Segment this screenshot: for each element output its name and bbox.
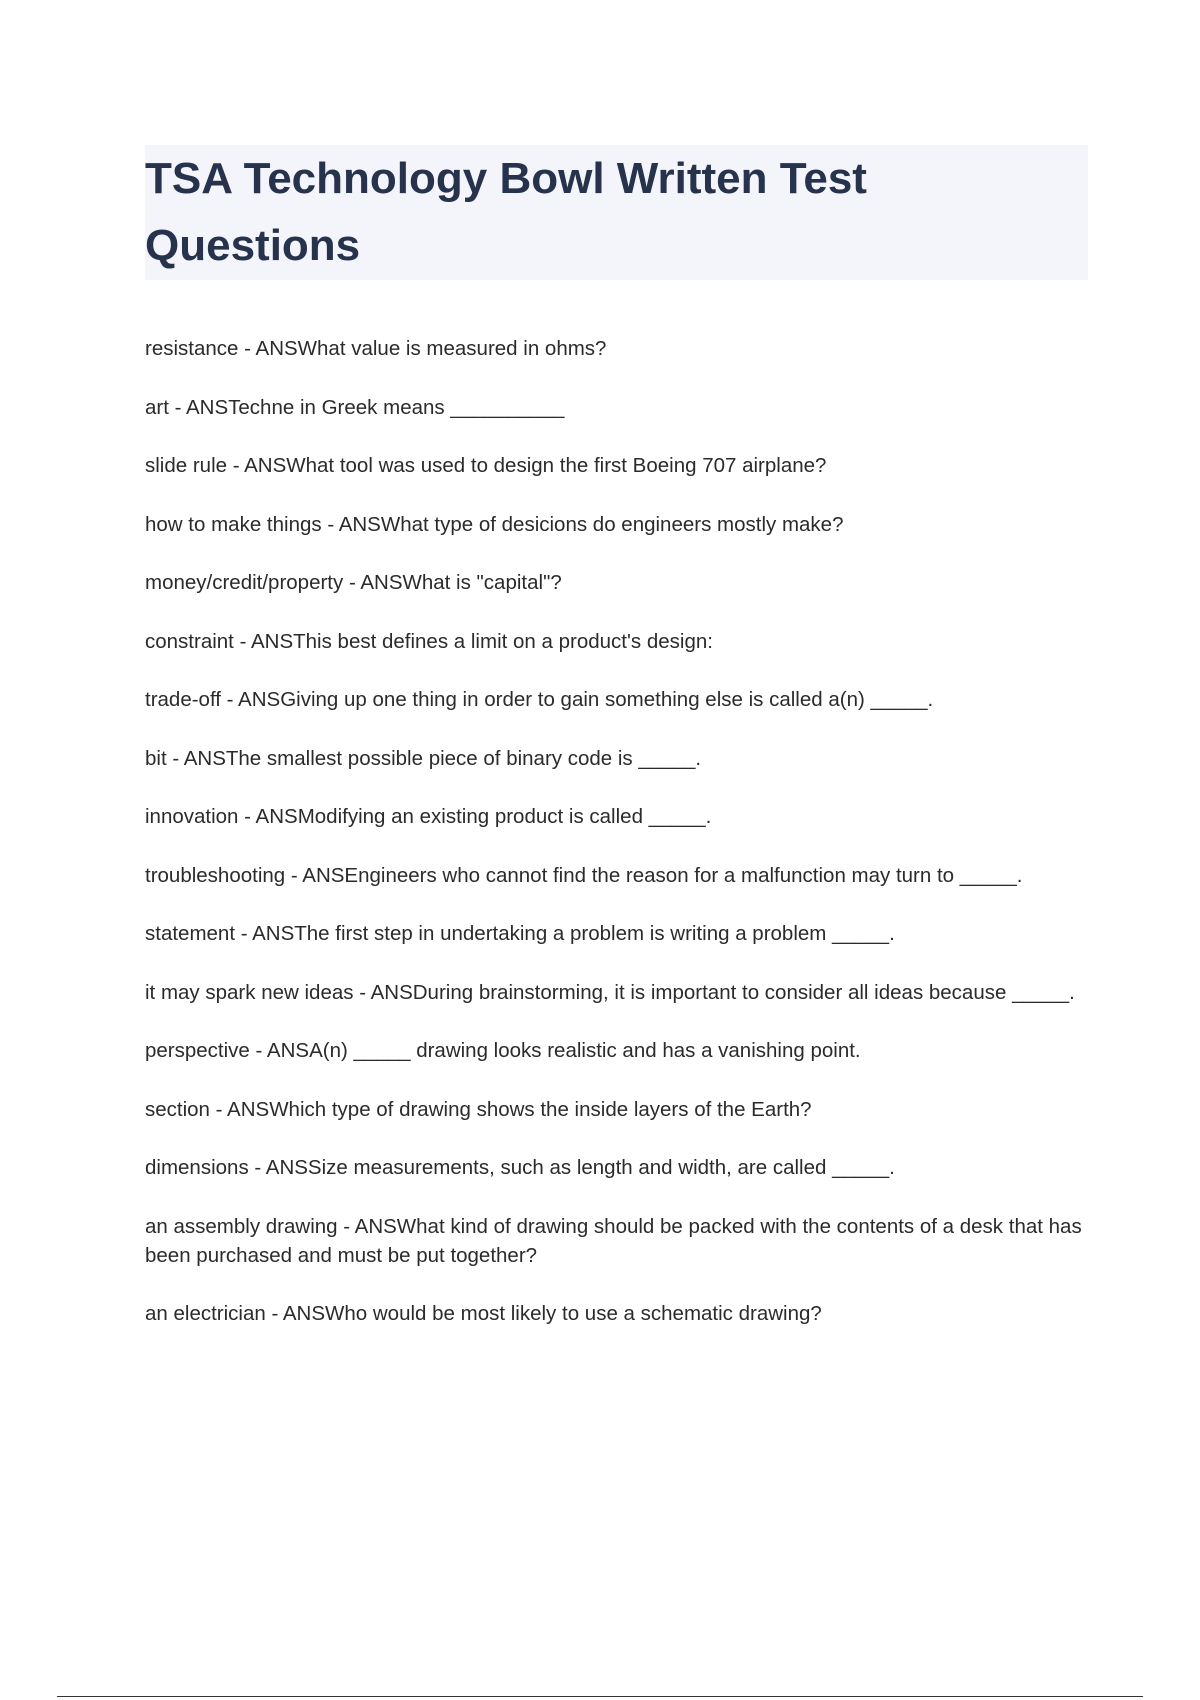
list-item: money/credit/property - ANSWhat is "capital"?	[145, 571, 562, 594]
title-banner	[145, 145, 1088, 280]
list-item: it may spark new ideas - ANSDuring brainstorming, it is important to consider all ideas because _____.	[145, 980, 1075, 1004]
list-item: an assembly drawing - ANSWhat kind of drawing should be packed with the contents of a desk that has been purchased and must be put together?	[145, 1214, 1082, 1267]
list-item: how to make things - ANSWhat type of desicions do engineers mostly make?	[145, 512, 844, 536]
list-item: an electrician - ANSWho would be most likely to use a schematic drawing?	[145, 1302, 822, 1325]
list-item: innovation - ANSModifying an existing product is called _____.	[145, 805, 712, 828]
list-item: dimensions - ANSSize measurements, such as length and width, are called _____.	[145, 1156, 895, 1179]
footer-divider	[57, 1696, 1143, 1697]
page-title: TSA Technology Bowl Written Test Questions	[145, 154, 867, 270]
list-item: statement - ANSThe first step in undertaking a problem is writing a problem _____.	[145, 922, 895, 945]
list-item: art - ANSTechne in Greek means __________	[145, 395, 565, 419]
list-item: constraint - ANSThis best defines a limit on a product's design:	[145, 629, 713, 653]
list-item: section - ANSWhich type of drawing shows the inside layers of the Earth?	[145, 1097, 812, 1121]
list-item: slide rule - ANSWhat tool was used to design the first Boeing 707 airplane?	[145, 454, 827, 477]
list-item: troubleshooting - ANSEngineers who cannot find the reason for a malfunction may turn to _____.	[145, 863, 1023, 887]
list-item: resistance - ANSWhat value is measured in ohms?	[145, 337, 607, 360]
list-item: bit - ANSThe smallest possible piece of binary code is _____.	[145, 746, 702, 770]
list-item: perspective - ANSA(n) _____ drawing looks realistic and has a vanishing point.	[145, 1039, 861, 1062]
question-list	[145, 334, 1085, 1358]
list-item: trade-off - ANSGiving up one thing in order to gain something else is called a(n) _____.	[145, 688, 934, 711]
